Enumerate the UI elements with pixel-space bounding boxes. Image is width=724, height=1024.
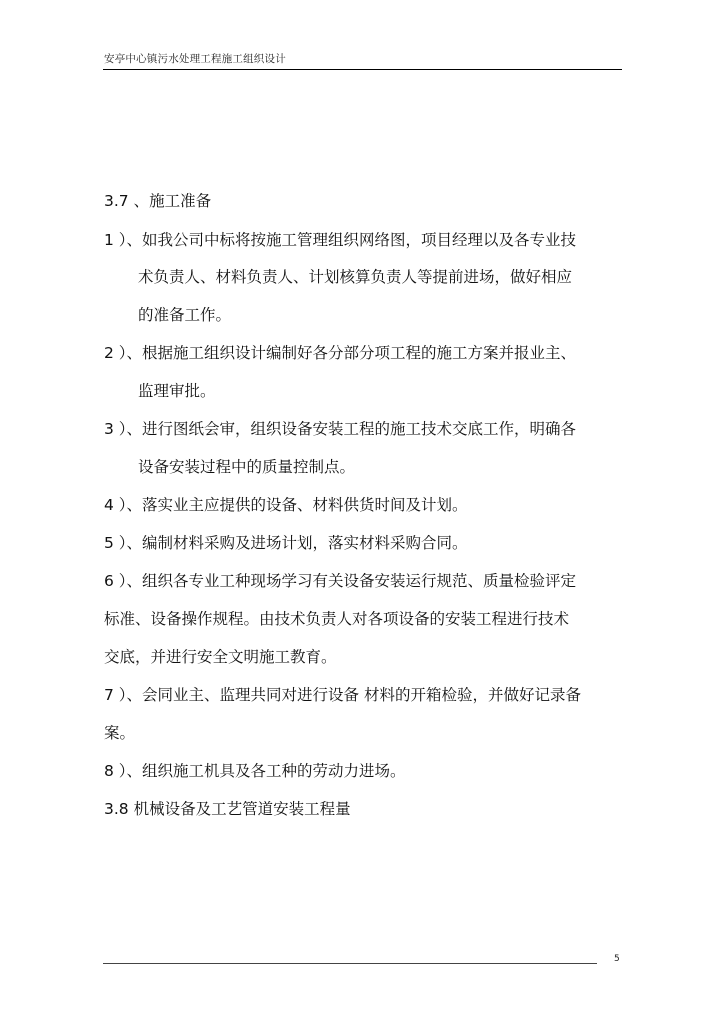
item-3-line-2: 设备安装过程中的质量控制点。 — [138, 458, 356, 476]
item-5-line: 5 ）、编制材料采购及进场计划，落实材料采购合同。 — [104, 534, 468, 552]
item-4-line: 4 ）、落实业主应提供的设备、材料供货时间及计划。 — [104, 496, 468, 514]
item-1-line-2: 术负责人、材料负责人、计划核算负责人等提前进场，做好相应 — [138, 268, 573, 286]
item-7-line-2: 案。 — [104, 724, 136, 742]
item-6-line-1: 6 ）、组织各专业工种现场学习有关设备安装运行规范、质量检验评定 — [104, 572, 577, 590]
item-2-line-2: 监理审批。 — [138, 382, 216, 400]
item-6-line-3: 交底，并进行安全文明施工教育。 — [104, 648, 337, 666]
section-heading-3-8: 3.8 机械设备及工艺管道安装工程量 — [104, 800, 351, 818]
item-1-line-1: 1 ）、如我公司中标将按施工管理组织网络图，项目经理以及各专业技 — [104, 231, 577, 249]
item-6-line-2: 标准、设备操作规程。由技术负责人对各项设备的安装工程进行技术 — [104, 610, 570, 628]
item-2-line-1: 2 ）、根据施工组织设计编制好各分部分项工程的施工方案并报业主、 — [104, 344, 577, 362]
item-7-line-1: 7 ）、会同业主、监理共同对进行设备 材料的开箱检验，并做好记录备 — [104, 686, 581, 704]
item-1-line-3: 的准备工作。 — [138, 306, 232, 324]
header-title: 安亭中心镇污水处理工程施工组织设计 — [104, 53, 286, 65]
page-number: 5 — [614, 954, 620, 964]
header-divider — [103, 69, 622, 70]
section-heading-3-7: 3.7 、施工准备 — [104, 192, 212, 210]
item-8-line: 8 ）、组织施工机具及各工种的劳动力进场。 — [104, 762, 406, 780]
item-3-line-1: 3 ）、进行图纸会审，组织设备安装工程的施工技术交底工作，明确各 — [104, 420, 577, 438]
footer-divider — [103, 963, 597, 964]
